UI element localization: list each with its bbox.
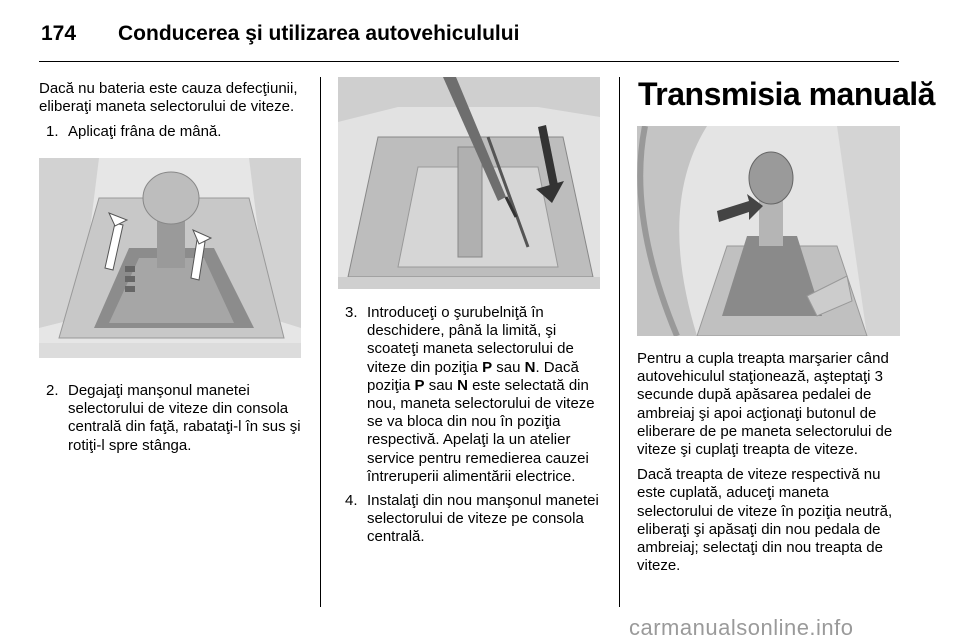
step-number: 2. bbox=[46, 382, 59, 399]
step-3 bbox=[338, 304, 606, 486]
paragraph-reverse-gear: Pentru a cupla treapta marşarier când autovehiculul staţionează, aşteptaţi 3 secunde după apăsarea pedalei de ambreiaj şi apoi acţionaţi butonul de eliberare de pe maneta selectorului de viteze şi cuplaţi treapta de viteze. bbox=[637, 350, 893, 459]
shifter-sleeve-illustration bbox=[39, 158, 301, 358]
screwdriver-illustration bbox=[338, 77, 600, 289]
column-divider-left bbox=[320, 77, 321, 607]
step-text: Instalaţi din nou manşonul manetei selectorului de viteze pe consola centrală. bbox=[367, 492, 599, 546]
position-n: N bbox=[457, 376, 468, 394]
step-number: 4. bbox=[345, 492, 358, 510]
watermark: carmanualsonline.info bbox=[629, 615, 854, 640]
page-title: Conducerea şi utilizarea autovehiculului bbox=[118, 22, 520, 45]
step-text-a: Introduceţi o şurubelniţă în deschidere, până la limită, şi scoateţi maneta selectorului de viteze din poziţia bbox=[367, 304, 574, 376]
intro-paragraph: Dacă nu bateria este cauza defecţiunii, eliberaţi maneta selectorului de viteze. bbox=[39, 80, 298, 116]
position-n: N bbox=[524, 358, 536, 376]
step-text: Degajaţi manşonul manetei selectorului de viteze din consola centrală din faţă, rabataţi-l în sus şi rotiţi-l spre stânga. bbox=[68, 382, 301, 454]
column-left bbox=[39, 80, 299, 148]
column-divider-right bbox=[619, 77, 620, 607]
page-header bbox=[0, 0, 960, 62]
step-text-d: sau bbox=[424, 376, 458, 394]
section-heading: Transmisia manuală bbox=[638, 76, 935, 112]
manual-gearstick-illustration bbox=[637, 126, 900, 336]
position-p: P bbox=[414, 376, 425, 394]
step-number: 3. bbox=[345, 304, 358, 321]
step-text-c: . Dacă poziţia bbox=[367, 358, 579, 394]
header-rule bbox=[39, 61, 899, 62]
column-right bbox=[637, 350, 902, 582]
step-4 bbox=[338, 492, 606, 547]
position-p: P bbox=[482, 358, 493, 376]
step-text-e: este selectată din nou, maneta selectorului de viteze se va bloca din nou în poziţia respectivă. Apelaţi la un atelier service pentru remedierea cauzei întreruperii alimentării electrice. bbox=[367, 376, 595, 485]
paragraph-neutral: Dacă treapta de viteze respectivă nu este cuplată, aduceţi maneta selectorului de viteze în poziţia neutră, eliberaţi şi apăsaţi din nou pedala de ambreiaj; selectaţi din nou treapta de viteze. bbox=[637, 466, 893, 575]
step-1 bbox=[39, 123, 299, 141]
column-left-lower bbox=[39, 382, 304, 461]
step-text-b: sau bbox=[492, 358, 525, 376]
step-2 bbox=[39, 382, 304, 455]
column-middle bbox=[338, 304, 606, 553]
step-text: Aplicaţi frâna de mână. bbox=[68, 123, 222, 141]
step-number: 1. bbox=[46, 123, 59, 141]
page-number: 174 bbox=[41, 22, 77, 45]
